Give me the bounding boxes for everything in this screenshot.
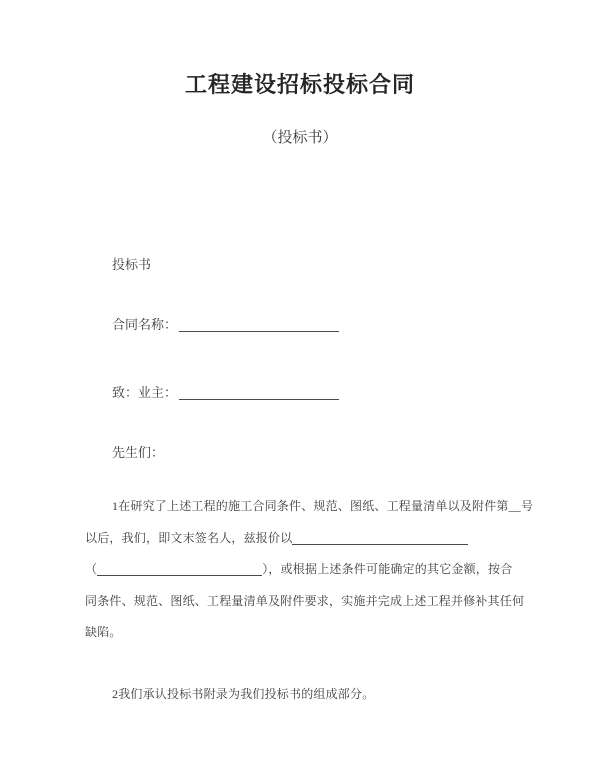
contract-name-label: 合同名称： (112, 317, 178, 332)
bid-price-words-blank (97, 562, 262, 576)
paragraph1-line2 (85, 530, 468, 547)
paragraph1-line3-open-paren: （ (85, 562, 98, 576)
paragraph1-line5: 缺陷。 (85, 625, 122, 639)
paragraph1-line4: 同条件、规范、图纸、工程量清单及附件要求，实施并完成上述工程并修补其任何 (85, 594, 525, 608)
paragraph1-line3 (85, 561, 512, 578)
paragraph2-text: 2我们承认投标书附录为我们投标书的组成部分。 (112, 687, 375, 701)
paragraph1-line3-text: ），或根据上述条件可能确定的其它金额，按合 (262, 562, 513, 576)
bid-price-blank (292, 531, 468, 545)
doc-type-label: 投标书 (112, 257, 152, 272)
to-owner-label: 致：业主： (112, 385, 178, 400)
contract-name-blank (179, 318, 339, 332)
to-owner-line (112, 384, 339, 401)
contract-name-line (112, 316, 339, 333)
document-title: 工程建设招标投标合同 (184, 72, 415, 97)
salutation-text: 先生们： (112, 445, 165, 460)
paragraph1-line1: 1在研究了上述工程的施工合同条件、规范、图纸、工程量清单以及附件第__号 (112, 499, 534, 513)
owner-name-blank (179, 386, 339, 400)
document-subtitle: （投标书） (262, 130, 338, 146)
paragraph1-line2-text: 以后，我们，即文末签名人，兹报价以 (85, 531, 293, 545)
